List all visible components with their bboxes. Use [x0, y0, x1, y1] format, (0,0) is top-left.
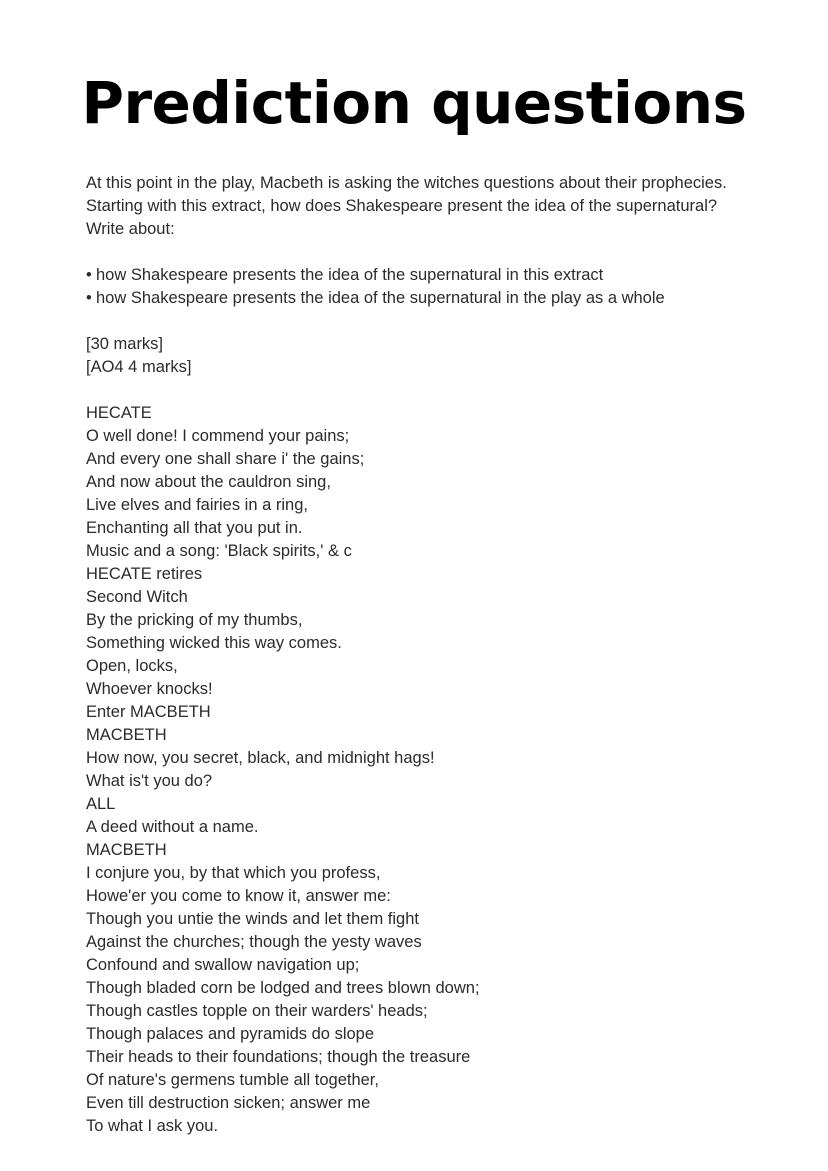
extract-line: Confound and swallow navigation up; — [86, 956, 360, 974]
bullet-item — [86, 264, 786, 287]
spacer — [86, 241, 786, 264]
question-intro — [86, 172, 786, 241]
marks-total: [30 marks] — [86, 335, 164, 353]
extract-line: Though castles topple on their warders' heads; — [86, 1002, 428, 1020]
bullet-icon: • — [86, 289, 92, 307]
bullet-icon: • — [86, 266, 92, 284]
extract-line: What is't you do? — [86, 772, 213, 790]
extract-line: Of nature's germens tumble all together, — [86, 1071, 379, 1089]
extract-line: To what I ask you. — [86, 1117, 219, 1135]
marks-ao4: [AO4 4 marks] — [86, 358, 192, 376]
bullet-item — [86, 287, 786, 310]
extract-line: Music and a song: 'Black spirits,' & c — [86, 542, 352, 560]
spacer — [86, 379, 786, 402]
extract-line: Their heads to their foundations; though the treasure — [86, 1048, 471, 1066]
extract-line: Though bladed corn be lodged and trees blown down; — [86, 979, 480, 997]
worksheet-content — [86, 172, 786, 1138]
extract-line: Though palaces and pyramids do slope — [86, 1025, 375, 1043]
marks-info — [86, 333, 786, 379]
extract-line: Howe'er you come to know it, answer me: — [86, 887, 391, 905]
extract-line: Even till destruction sicken; answer me — [86, 1094, 371, 1112]
extract-line: Live elves and fairies in a ring, — [86, 496, 308, 514]
extract-line: Something wicked this way comes. — [86, 634, 342, 652]
extract-line: Against the churches; though the yesty waves — [86, 933, 422, 951]
extract-line: A deed without a name. — [86, 818, 259, 836]
extract-line: HECATE — [86, 404, 152, 422]
intro-line: Starting with this extract, how does Shakespeare present the idea of the supernatural? — [86, 197, 718, 215]
play-extract — [86, 402, 786, 1138]
extract-line: O well done! I commend your pains; — [86, 427, 350, 445]
intro-line: Write about: — [86, 220, 175, 238]
intro-line: At this point in the play, Macbeth is asking the witches questions about their prophecies. — [86, 174, 727, 192]
extract-line: Second Witch — [86, 588, 188, 606]
extract-line: Though you untie the winds and let them fight — [86, 910, 419, 928]
extract-line: How now, you secret, black, and midnight hags! — [86, 749, 435, 767]
extract-line: By the pricking of my thumbs, — [86, 611, 303, 629]
extract-line: I conjure you, by that which you profess, — [86, 864, 381, 882]
bullet-list — [86, 264, 786, 310]
extract-line: HECATE retires — [86, 565, 203, 583]
bullet-text: how Shakespeare presents the idea of the supernatural in the play as a whole — [96, 289, 665, 307]
extract-line: Enchanting all that you put in. — [86, 519, 303, 537]
bullet-text: how Shakespeare presents the idea of the supernatural in this extract — [96, 266, 604, 284]
extract-line: Open, locks, — [86, 657, 178, 675]
extract-line: And every one shall share i' the gains; — [86, 450, 365, 468]
extract-line: Whoever knocks! — [86, 680, 213, 698]
extract-line: MACBETH — [86, 841, 167, 859]
extract-line: Enter MACBETH — [86, 703, 211, 721]
spacer — [86, 310, 786, 333]
extract-line: ALL — [86, 795, 116, 813]
extract-line: MACBETH — [86, 726, 167, 744]
extract-line: And now about the cauldron sing, — [86, 473, 331, 491]
page-title: Prediction questions — [81, 69, 747, 137]
